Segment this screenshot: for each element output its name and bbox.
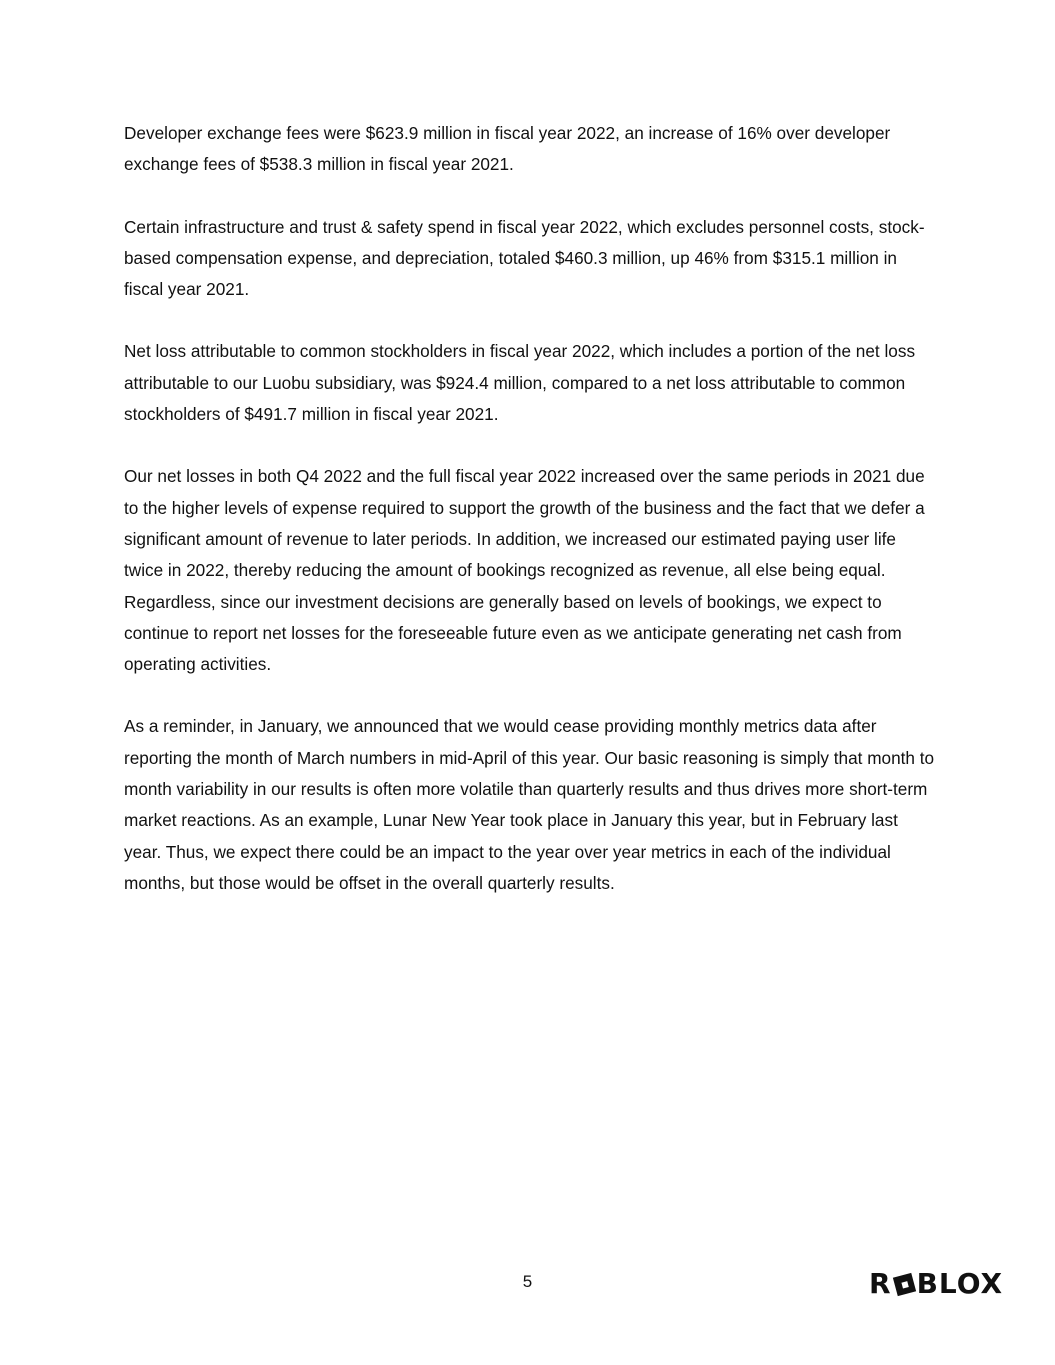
paragraph-developer-exchange-fees: Developer exchange fees were $623.9 million in fiscal year 2022, an increase of 16% over developer exchange fees of $538.3 million in fiscal year 2021. — [124, 123, 891, 175]
roblox-tilted-square-icon — [892, 1272, 915, 1295]
roblox-logo — [869, 1267, 1004, 1300]
paragraph-net-loss: Net loss attributable to common stockholders in fiscal year 2022, which includes a portion of the net loss attributable to our Luobu subsidiary, was $924.4 million, compared to a net loss attributable to common stockholders of $491.7 million in fiscal year 2021. — [124, 341, 916, 425]
paragraph-net-losses-explanation: Our net losses in both Q4 2022 and the full fiscal year 2022 increased over the same periods in 2021 due to the higher levels of expense required to support the growth of the business and the fact that we defer a significant amount of revenue to later periods. In addition, we increased our estimated paying user life twice in 2022, thereby reducing the amount of bookings recognized as revenue, all else being equal. Regardless, since our investment decisions are generally based on levels of bookings, we expect to continue to report net losses for the foreseeable future even as we anticipate generating net cash from operating activities. — [124, 466, 925, 675]
document-body — [124, 118, 939, 930]
logo-text-start: R — [869, 1267, 892, 1300]
page-number: 5 — [522, 1272, 533, 1291]
paragraph-infrastructure-spend: Certain infrastructure and trust & safety spend in fiscal year 2022, which excludes personnel costs, stock-based compensation expense, and depreciation, totaled $460.3 million, up 46% from $315.1 million in fiscal year 2021. — [124, 216, 925, 300]
paragraph-monthly-metrics-reminder: As a reminder, in January, we announced that we would cease providing monthly metrics data after reporting the month of March numbers in mid-April of this year. Our basic reasoning is simply that month to month variability in our results is often more volatile than quarterly results and thus drives more short-term market reactions. As an example, Lunar New Year took place in January this year, but in February last year. Thus, we expect there could be an impact to the year over year metrics in each of the individual months, but those would be offset in the overall quarterly results. — [124, 716, 935, 893]
logo-text-end: BLOX — [916, 1267, 1004, 1300]
